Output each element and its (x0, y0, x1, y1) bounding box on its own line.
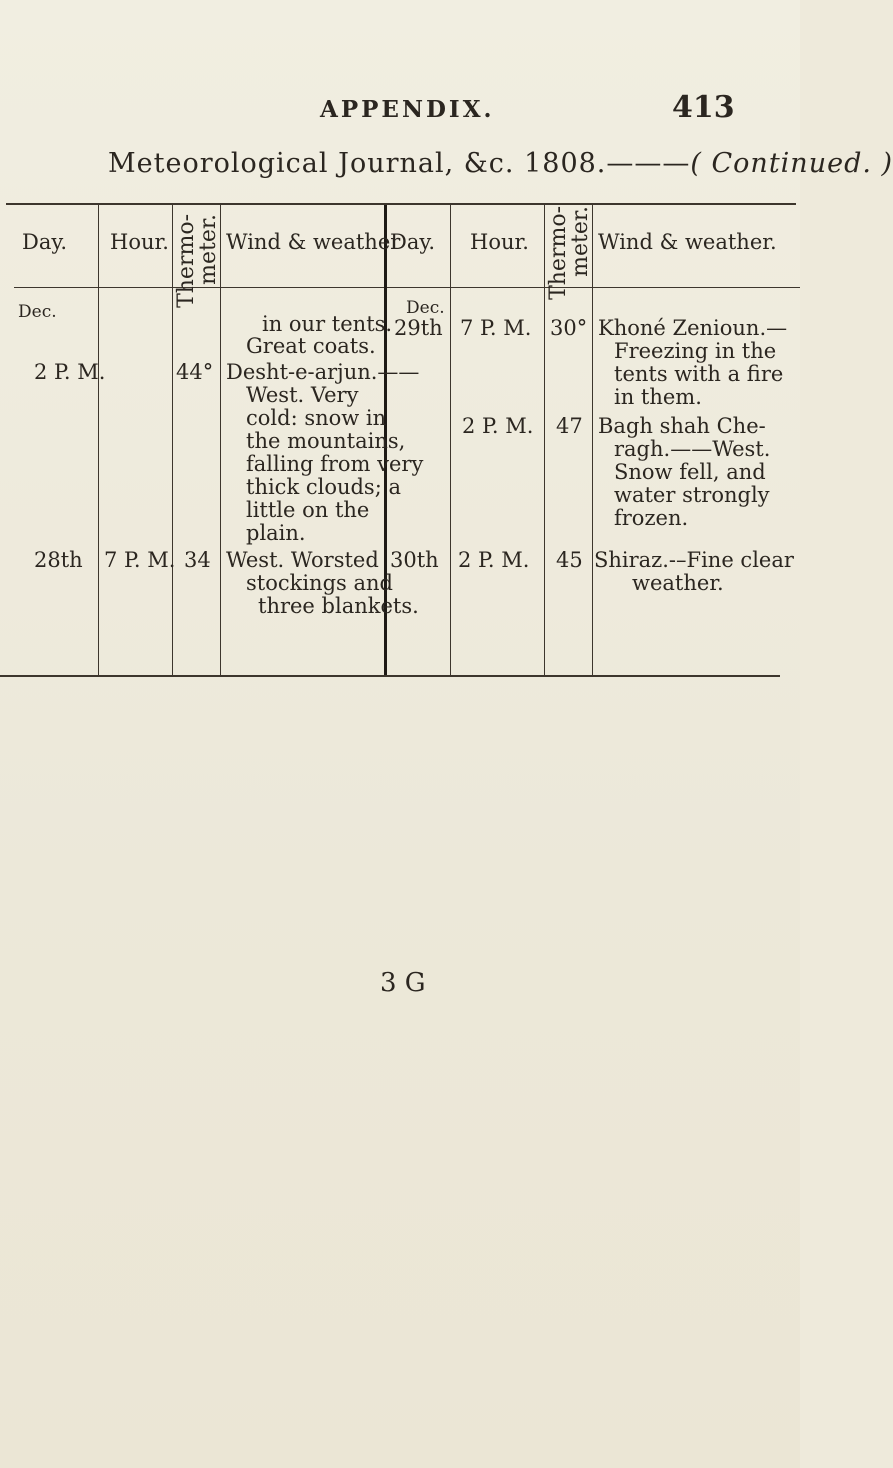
header-meter-right: meter. (568, 206, 593, 277)
right-row2-line: water strongly (614, 483, 770, 507)
right-row1-line: tents with a fire (614, 362, 784, 386)
column-rule (544, 205, 545, 675)
journal-title (108, 148, 893, 179)
left-row1-line: in our tents. (262, 312, 393, 336)
journal-title-main: Meteorological Journal, &c. 1808. (108, 148, 607, 179)
right-row2-temp: 47 (556, 414, 583, 438)
column-rule (98, 205, 99, 675)
page-number: 413 (672, 90, 735, 125)
right-row1-line: Khoné Zenioun.— (598, 316, 788, 340)
left-row3-temp: 34 (184, 548, 211, 572)
left-month: Dec. (18, 302, 57, 322)
header-thermo-right: Thermo- (546, 206, 571, 300)
signature-mark: 3 G (380, 968, 426, 998)
left-row3-line: stockings and (246, 571, 393, 595)
right-row2-hour: 2 P. M. (462, 414, 534, 438)
right-month: Dec. (406, 298, 445, 318)
header-hour-right: Hour. (470, 230, 529, 254)
left-row2-line: falling from very (246, 452, 424, 476)
right-row1-line: Freezing in the (614, 339, 777, 363)
left-row2-hour: 2 P. M. (34, 360, 106, 384)
column-rule (172, 205, 173, 675)
header-day-left: Day. (22, 230, 68, 254)
right-row2-line: frozen. (614, 506, 689, 530)
right-row3-hour: 2 P. M. (458, 548, 530, 572)
left-row3-hour: 7 P. M. (104, 548, 176, 572)
left-row1-line: Great coats. (246, 334, 376, 358)
right-row3-temp: 45 (556, 548, 583, 572)
left-row3-line: West. Worsted (226, 548, 379, 572)
header-wind-left: Wind & weather (226, 230, 401, 254)
left-row2-line: cold: snow in (246, 406, 387, 430)
left-row2-line: thick clouds; a (246, 475, 401, 499)
journal-title-dash: ——— (606, 148, 691, 179)
running-head-title: APPENDIX. (320, 96, 495, 123)
table-bottom-rule (0, 675, 780, 677)
header-day-right: Day. (390, 230, 436, 254)
left-row2-temp: 44° (176, 360, 214, 384)
table-top-rule (6, 203, 796, 205)
right-row1-temp: 30° (550, 316, 588, 340)
left-row3-line: three blankets. (258, 594, 419, 618)
journal-title-continued: ( Continued. ) (690, 148, 893, 179)
left-row2-line: the mountains, (246, 429, 406, 453)
header-wind-right: Wind & weather. (598, 230, 777, 254)
right-row3-line: weather. (632, 571, 724, 595)
left-row2-line: plain. (246, 521, 306, 545)
left-row2-line: little on the (246, 498, 370, 522)
right-row1-hour: 7 P. M. (460, 316, 532, 340)
column-rule (450, 205, 451, 675)
header-meter-left: meter. (196, 214, 221, 285)
right-row3-day: 30th (390, 548, 439, 572)
right-row3-line: Shiraz.-–Fine clear (594, 548, 794, 572)
header-bottom-rule (14, 287, 800, 288)
left-row2-line: Desht-e-arjun.—— (226, 360, 420, 384)
right-row1-line: in them. (614, 385, 702, 409)
header-thermo-left: Thermo- (174, 214, 199, 308)
left-row2-line: West. Very (246, 383, 359, 407)
header-hour-left: Hour. (110, 230, 169, 254)
right-row2-line: ragh.——West. (614, 437, 771, 461)
right-row2-line: Bagh shah Che- (598, 414, 766, 438)
right-row2-line: Snow fell, and (614, 460, 766, 484)
right-row1-day: 29th (394, 316, 443, 340)
left-row3-day: 28th (34, 548, 83, 572)
